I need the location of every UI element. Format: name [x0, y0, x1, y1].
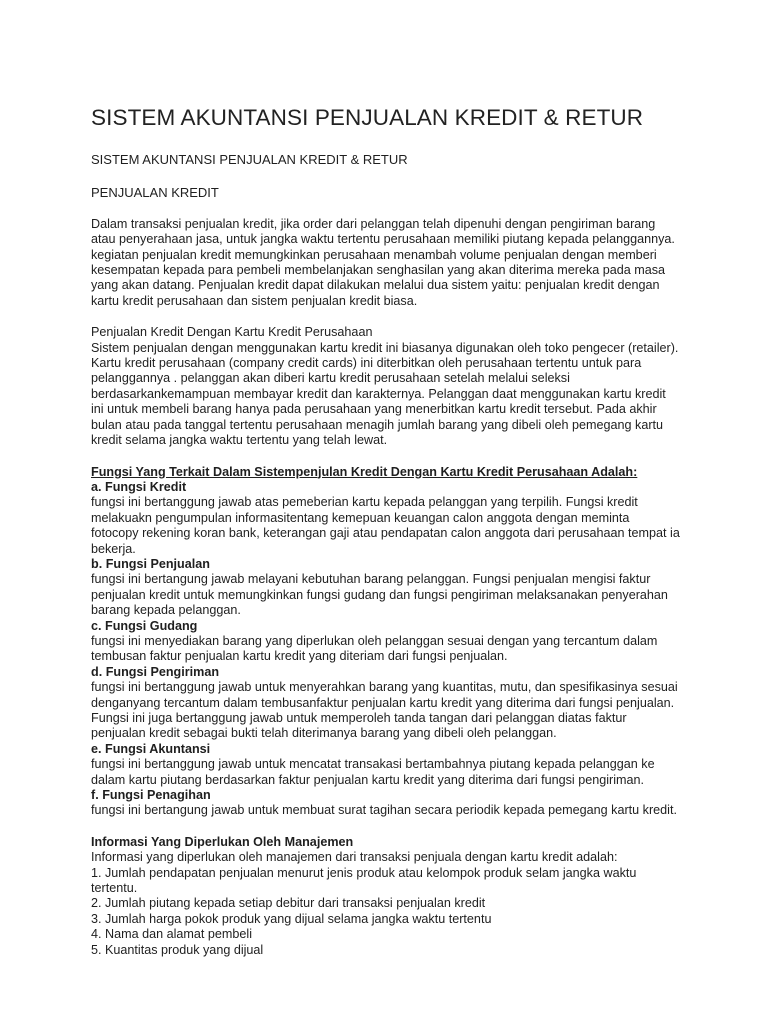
paragraph-line: pelanggannya . pelanggan akan diberi kartu kredit perusahaan setelah melalui seleksi: [91, 371, 570, 386]
paragraph-line: Informasi yang diperlukan oleh manajemen dari transaksi penjuala dengan kartu kredit adalah:: [91, 850, 618, 865]
credit-card-section: [91, 325, 708, 448]
paragraph-line: Fungsi ini juga bertanggung jawab untuk memperoleh tanda tangan dari pelanggan diatas faktur: [91, 711, 627, 725]
paragraph-line: dalam kartu piutang berdasarkan faktur penjualan kartu kredit yang diterima dari fungsi pengiriman.: [91, 772, 645, 787]
paragraph-line: kartu kredit perusahaan dan sistem penjualan kredit biasa.: [91, 293, 418, 308]
document-title: SISTEM AKUNTANSI PENJUALAN KREDIT & RETUR: [91, 105, 644, 130]
paragraph-line: fungsi ini bertangung jawab melayani kebutuhan barang pelanggan. Fungsi penjualan mengisi faktur: [91, 572, 651, 587]
functions-section: [91, 465, 708, 819]
paragraph-line: kredit selama jangka waktu tertentu yang telah lewat.: [91, 433, 388, 448]
intro-paragraph: [91, 217, 708, 309]
paragraph-line: Kartu kredit perusahaan (company credit cards) ini diterbitkan oleh perusahaan tertentu untuk para: [91, 356, 642, 371]
paragraph-line: penjualan kredit sebagai bukti telah diterimanya barang yang dibeli oleh pelanggan.: [91, 726, 557, 741]
function-name-penjualan: b. Fungsi Penjualan: [91, 556, 210, 571]
list-item: tertentu.: [91, 881, 138, 896]
paragraph-line: fotocopy rekening koran bank, keterangan gaji atau pendapatan calon anggota dari perusahaan tempat ia: [91, 526, 680, 541]
function-name-kredit: a. Fungsi Kredit: [91, 479, 187, 494]
paragraph-line: ini untuk membeli barang hanya pada perusahaan yang menerbitkan kartu kredit tersebut. Pada akhir: [91, 402, 657, 417]
function-name-penagihan: f. Fungsi Penagihan: [91, 788, 211, 803]
paragraph-line: fungsi ini bertanggung jawab untuk menyerahkan barang yang kuantitas, mutu, dan spesifikasinya sesuai: [91, 680, 678, 695]
paragraph-line: bulan atau pada tanggal tertentu perusahaan menagih jumlah barang yang dibeli oleh pemegang kartu: [91, 417, 664, 432]
paragraph-line: fungsi ini menyediakan barang yang diperlukan oleh pelanggan sesuai dengan yang tercantum dalam: [91, 633, 658, 648]
paragraph-line: kegiatan penjualan kredit memungkinkan perusahaan menambah volume penjualan dengan memberi: [91, 247, 657, 262]
document-subtitle: SISTEM AKUNTANSI PENJUALAN KREDIT & RETUR: [91, 152, 408, 167]
function-name-pengiriman: d. Fungsi Pengiriman: [91, 664, 220, 679]
function-name-akuntansi: e. Fungsi Akuntansi: [91, 741, 211, 756]
list-item: 2. Jumlah piutang kepada setiap debitur dari transaksi penjualan kredit: [91, 896, 486, 911]
section-heading-penjualan-kredit: PENJUALAN KREDIT: [91, 185, 219, 201]
paragraph-line: melakuakn pengumpulan informasitentang kemepuan keuangan calon anggota dengan meminta: [91, 510, 630, 525]
paragraph-line: atau penyerahaan jasa, untuk jangka waktu tertentu perusahaan memiliki piutang kepada pelanggannya.: [91, 232, 675, 247]
paragraph-line: Dalam transaksi penjualan kredit, jika order dari pelanggan telah dipenuhi dengan pengiriman barang: [91, 216, 656, 231]
paragraph-line: penjualan kredit untuk memungkinkan fungsi gudang dan fungsi pengiriman melaksanakan penyerahan: [91, 587, 668, 602]
paragraph-line: fungsi ini bertangung jawab untuk membuat surat tagihan secara periodik kepada pemegang kartu kredit.: [91, 803, 677, 818]
functions-heading: Fungsi Yang Terkait Dalam Sistempenjulan Kredit Dengan Kartu Kredit Perusahaan Adalah:: [91, 464, 638, 479]
list-item: 4. Nama dan alamat pembeli: [91, 927, 253, 942]
information-section: [91, 835, 708, 958]
paragraph-line: denganyang tercantum dalam tembusanfaktur penjualan kartu kredit yang diterima dari fungsi penjualan.: [91, 695, 675, 710]
paragraph-line: bekerja.: [91, 541, 136, 556]
paragraph-line: fungsi ini bertanggung jawab untuk mencatat transakasi bertambahnya piutang kepada pelanggan ke: [91, 757, 655, 772]
paragraph-line: berdasarkankemampuan membayar kredit dan karakternya. Pelanggan daat menggunakan kartu kredit: [91, 386, 666, 401]
paragraph-line: tembusan faktur penjualan kartu kredit yang diteriam dari fungsi penjualan.: [91, 649, 508, 664]
paragraph-line: fungsi ini bertanggung jawab atas pemeberian kartu kepada pelanggan yang terpilih. Fungsi kredit: [91, 495, 638, 510]
paragraph-line: kesempatan kepada para pembeli membelanjakan senghasilan yang akan diterima mereka pada masa: [91, 263, 666, 278]
paragraph-line: Sistem penjualan dengan menggunakan kartu kredit ini biasanya digunakan oleh toko pengecer (retailer).: [91, 340, 679, 355]
list-item: 3. Jumlah harga pokok produk yang dijual selama jangka waktu tertentu: [91, 911, 492, 926]
paragraph-line: barang kepada pelanggan.: [91, 603, 241, 618]
credit-card-heading: Penjualan Kredit Dengan Kartu Kredit Perusahaan: [91, 325, 373, 340]
paragraph-line: yang akan datang. Penjualan kredit dapat dilakukan melalui dua sistem yaitu: penjualan kredit dengan: [91, 278, 660, 293]
function-name-gudang: c. Fungsi Gudang: [91, 618, 198, 633]
list-item: 5. Kuantitas produk yang dijual: [91, 942, 264, 957]
list-item: 1. Jumlah pendapatan penjualan menurut jenis produk atau kelompok produk selam jangka waktu: [91, 865, 637, 880]
information-heading: Informasi Yang Diperlukan Oleh Manajemen: [91, 834, 354, 849]
